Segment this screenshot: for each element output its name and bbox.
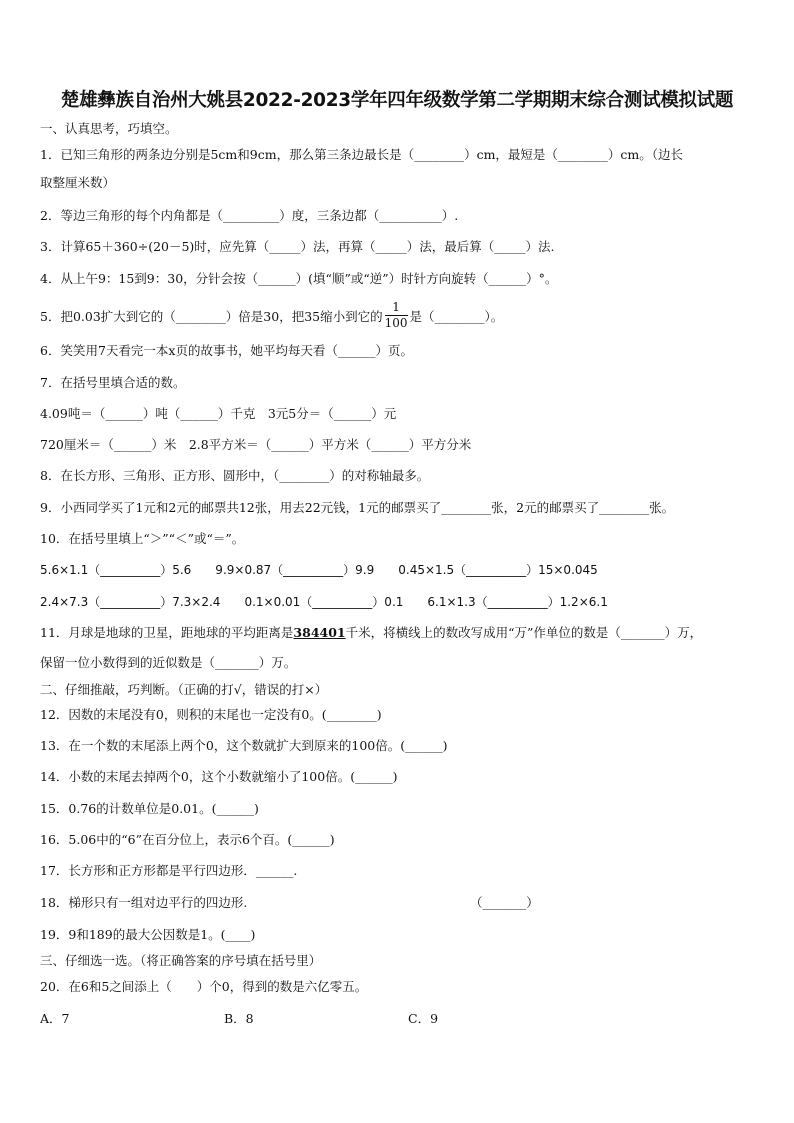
question-18-answer-blank: （_______） — [470, 895, 539, 910]
question-4: 4．从上午9：15到9：30，分针会按（______）(填“顺”或“逆”）时针方向旋转（______）°。 — [40, 271, 558, 286]
question-6: 6．笑笑用7天看完一本x页的故事书，她平均每天看（______）页。 — [40, 343, 413, 358]
section-2-heading: 二、仔细推敲，巧判断。（正确的打√，错误的打×） — [40, 682, 328, 697]
question-14: 14．小数的末尾去掉两个0，这个小数就缩小了100倍。(______) — [40, 769, 398, 784]
question-20-option-a: A．7 — [40, 1011, 70, 1026]
question-20-option-c: C．9 — [408, 1011, 439, 1026]
question-5 — [40, 302, 503, 333]
question-12: 12．因数的末尾没有0，则积的末尾也一定没有0。(________) — [40, 707, 382, 722]
fraction-denominator: 100 — [384, 316, 408, 330]
section-3-heading: 三、仔细选一选。（将正确答案的序号填在括号里） — [40, 953, 322, 968]
question-11-underlined-number: 384401 — [293, 625, 346, 640]
question-11-line-1 — [40, 625, 702, 641]
question-1-line-2: 取整厘米数） — [40, 175, 116, 190]
question-8: 8．在长方形、三角形、正方形、圆形中，（________）的对称轴最多。 — [40, 468, 430, 483]
question-1-line-1: 1．已知三角形的两条边分别是5cm和9cm，那么第三条边最长是（________）cm，最短是（________）cm。（边长 — [40, 147, 684, 162]
question-5-part-1: 5．把0.03扩大到它的（________）倍是30，把35缩小到它的 — [40, 309, 383, 324]
question-15: 15．0.76的计数单位是0.01。(______) — [40, 801, 259, 816]
exam-title: 楚雄彝族自治州大姚县2022-2023学年四年级数学第二学期期末综合测试模拟试题 — [60, 90, 734, 111]
question-11-part-1: 11．月球是地球的卫星，距地球的平均距离是 — [40, 625, 294, 640]
question-10-row-2: 2.4×7.3（__________）7.3×2.4 0.1×0.01（__________）0.1 6.1×1.3（__________）1.2×6.1 — [40, 595, 608, 609]
question-16: 16．5.06中的“6”在百分位上，表示6个百。(______) — [40, 832, 335, 847]
question-5-part-2: 是（________）。 — [409, 309, 504, 324]
question-3: 3．计算65＋360÷(20－5)时，应先算（_____）法，再算（_____）法，最后算（_____）法. — [40, 239, 555, 254]
question-20-option-b: B．8 — [224, 1011, 254, 1026]
question-7-line-2: 720厘米＝（______）米 2.8平方米＝（______）平方米（______）平方分米 — [40, 437, 472, 452]
question-7-stem: 7．在括号里填合适的数。 — [40, 375, 186, 390]
question-18: 18．梯形只有一组对边平行的四边形. — [40, 895, 248, 910]
question-11-line-2: 保留一位小数得到的近似数是（_______）万。 — [40, 655, 297, 670]
fraction-numerator: 1 — [385, 300, 408, 316]
question-19: 19．9和189的最大公因数是1。(____) — [40, 927, 256, 942]
question-20-stem: 20．在6和5之间添上（ ）个0，得到的数是六亿零五。 — [40, 979, 368, 994]
question-9: 9．小西同学买了1元和2元的邮票共12张，用去22元钱，1元的邮票买了________张，2元的邮票买了________张。 — [40, 500, 675, 515]
question-11-part-2: 千米，将横线上的数改写成用“万”作单位的数是（_______）万， — [345, 625, 703, 640]
question-10-row-1: 5.6×1.1（__________）5.6 9.9×0.87（__________）9.9 0.45×1.5（__________）15×0.045 — [40, 563, 598, 577]
question-10-stem: 10．在括号里填上“＞”“＜”或“＝”。 — [40, 531, 245, 546]
question-7-line-1: 4.09吨＝（______）吨（______）千克 3元5分＝（______）元 — [40, 406, 397, 421]
question-17: 17．长方形和正方形都是平行四边形．______. — [40, 863, 298, 878]
question-2: 2．等边三角形的每个内角都是（_________）度，三条边都（__________）. — [40, 208, 459, 223]
section-1-heading: 一、认真思考，巧填空。 — [40, 121, 178, 136]
question-13: 13．在一个数的末尾添上两个0，这个数就扩大到原来的100倍。(______) — [40, 738, 448, 753]
fraction-one-hundredth — [385, 300, 408, 331]
